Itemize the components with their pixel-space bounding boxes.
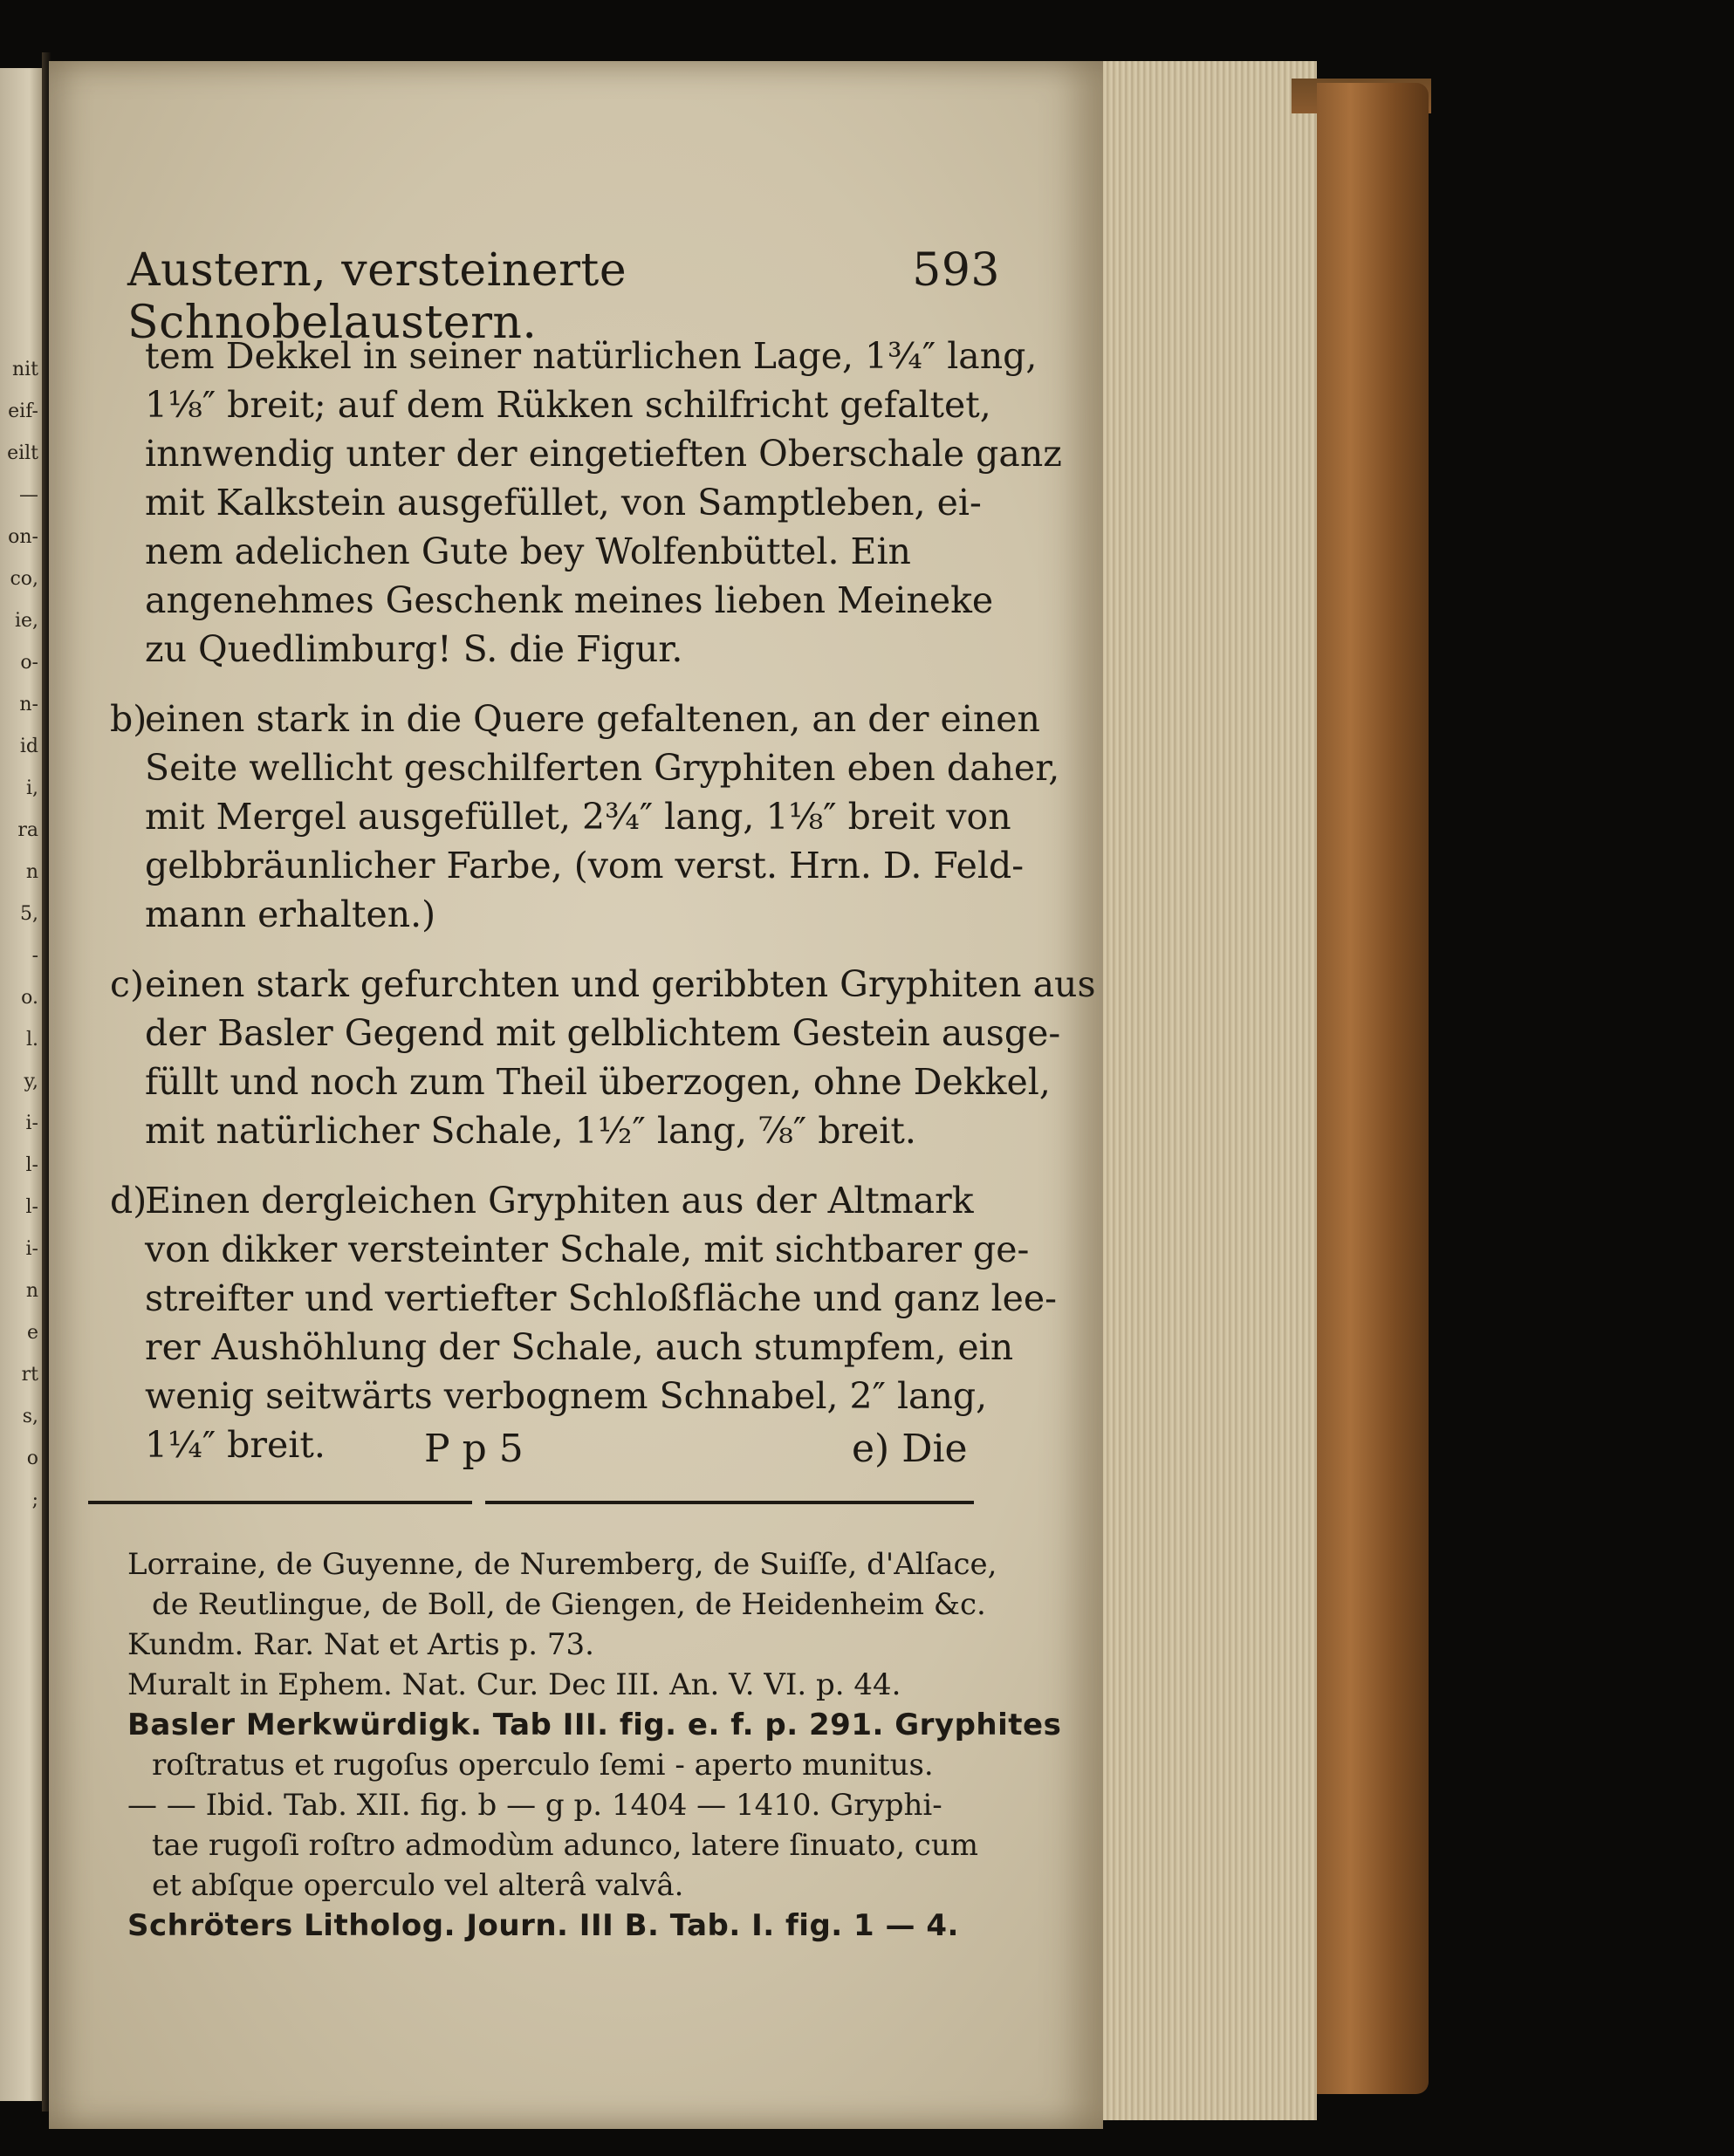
- previous-page-margin-text: [0, 349, 42, 1920]
- footnote-line: roſtratus et rugoſus operculo ſemi - aperto munitus.: [152, 1748, 934, 1783]
- margin-fragment: y,: [24, 1071, 38, 1092]
- entry-d: [110, 1176, 1057, 1469]
- footnote-line: Basler Merkwürdigk. Tab III. fig. e. f. p. 291. Gryphites: [127, 1708, 1062, 1742]
- margin-fragment: ra: [17, 819, 38, 841]
- entry-line: mann erhalten.): [145, 893, 436, 935]
- entry-marker: c): [110, 963, 144, 1005]
- leather-cover: [1317, 83, 1429, 2094]
- margin-fragment: on-: [8, 526, 38, 548]
- footnote-rule-left: [88, 1501, 472, 1504]
- margin-fragment: ;: [31, 1489, 38, 1511]
- entry-line: mit Mergel ausgefüllet, 2¾″ lang, 1⅛″ breit von: [145, 796, 1011, 838]
- entry-line: wenig seitwärts verbognem Schnabel, 2″ lang,: [145, 1375, 988, 1417]
- entry-line: streifter und vertiefter Schloßfläche und ganz lee-: [145, 1277, 1057, 1319]
- footnote-line: Muralt in Ephem. Nat. Cur. Dec III. An. V. VI. p. 44.: [127, 1667, 901, 1702]
- body-line: innwendig unter der eingetieften Oberschale ganz: [145, 433, 1062, 475]
- body-line: 1⅛″ breit; auf dem Rükken schilfricht gefaltet,: [145, 384, 991, 426]
- margin-fragment: nit: [11, 359, 38, 380]
- page-number: 593: [912, 244, 1000, 297]
- margin-fragment: i-: [25, 1238, 38, 1260]
- page-text: [49, 61, 1103, 2129]
- body-line: zu Quedlimburg! S. die Figur.: [145, 628, 683, 670]
- footnote-line: Schröters Litholog. Journ. III B. Tab. I. fig. 1 — 4.: [127, 1908, 959, 1943]
- entry-line: [110, 695, 1040, 743]
- entry-line: 1¼″ breit.: [145, 1424, 326, 1466]
- entry-line-text: einen stark in die Quere gefaltenen, an der einen: [145, 698, 1040, 740]
- margin-fragment: l-: [25, 1154, 38, 1176]
- margin-fragment: i-: [25, 1112, 38, 1134]
- margin-fragment: ie,: [14, 610, 38, 632]
- margin-fragment: i,: [25, 777, 38, 799]
- margin-fragment: s,: [22, 1406, 38, 1427]
- margin-fragment: id: [19, 736, 38, 757]
- catchword: e) Die: [852, 1427, 968, 1471]
- footnote-line: tae rugoſi roſtro admodùm adunco, latere ſinuato, cum: [152, 1828, 978, 1863]
- entry-line: füllt und noch zum Theil überzogen, ohne Dekkel,: [145, 1061, 1051, 1103]
- entry-b: [110, 695, 1060, 939]
- entry-marker: d): [110, 1180, 147, 1222]
- entries-list: [110, 695, 1096, 1469]
- footnote-line: de Reutlingue, de Boll, de Giengen, de Heidenheim &c.: [152, 1587, 986, 1622]
- entry-line: gelbbräunlicher Farbe, (vom verst. Hrn. D. Feld-: [145, 845, 1025, 886]
- entry-line: [110, 960, 1096, 1009]
- entry-c: [110, 960, 1096, 1155]
- body-line: tem Dekkel in seiner natürlichen Lage, 1¾″ lang,: [145, 335, 1038, 377]
- page-edges: [1103, 61, 1317, 2120]
- entry-line: [110, 1176, 1000, 1225]
- entry-line: von dikker versteinter Schale, mit sichtbarer ge-: [145, 1229, 1030, 1270]
- body-line: nem adelichen Gute bey Wolfenbüttel. Ein: [145, 530, 911, 572]
- margin-fragment: l-: [25, 1196, 38, 1218]
- book-page: [49, 61, 1103, 2129]
- running-head-title: Austern, versteinerte Schnobelaustern.: [127, 244, 627, 349]
- footnote-line: Lorraine, de Guyenne, de Nuremberg, de Suiſſe, d'Alſace,: [127, 1547, 997, 1582]
- footnote-line: et abſque operculo vel alterâ valvâ.: [152, 1868, 684, 1903]
- margin-fragment: 5,: [20, 903, 38, 925]
- margin-fragment: eilt: [7, 442, 38, 464]
- margin-fragment: o: [26, 1448, 38, 1469]
- signature-mark: P p 5: [424, 1427, 524, 1471]
- footnote-line: Kundm. Rar. Nat et Artis p. 73.: [127, 1627, 594, 1662]
- entry-line: rer Aushöhlung der Schale, auch stumpfem, ein: [145, 1326, 1014, 1368]
- entry-a-continuation: [110, 332, 1062, 674]
- footnotes: [127, 1544, 1062, 1946]
- margin-fragment: —: [19, 484, 38, 506]
- footnote-rule-right: [485, 1501, 974, 1504]
- margin-fragment: n: [25, 1280, 38, 1302]
- entry-line-text: Einen dergleichen Gryphiten aus der Altmark: [145, 1180, 974, 1222]
- body-line: mit Kalkstein ausgefüllet, von Samptleben, ei-: [145, 482, 982, 524]
- margin-fragment: -: [31, 945, 38, 967]
- margin-fragment: e: [26, 1322, 38, 1344]
- body-text: [110, 332, 1096, 1490]
- margin-fragment: n-: [19, 694, 38, 715]
- entry-line: Seite wellicht geschilferten Gryphiten eben daher,: [145, 747, 1060, 789]
- entry-line: der Basler Gegend mit gelblichtem Gestein ausge-: [145, 1012, 1061, 1054]
- margin-fragment: o-: [20, 652, 38, 674]
- entry-marker: b): [110, 698, 147, 740]
- footnote-line: — — Ibid. Tab. XII. fig. b — g p. 1404 — 1410. Gryphi-: [127, 1788, 942, 1823]
- margin-fragment: eif-: [8, 400, 38, 422]
- margin-fragment: l.: [25, 1029, 38, 1051]
- entry-line: mit natürlicher Schale, 1½″ lang, ⅞″ breit.: [145, 1110, 916, 1152]
- margin-fragment: rt: [21, 1364, 38, 1386]
- margin-fragment: n: [25, 861, 38, 883]
- entry-line-text: einen stark gefurchten und geribbten Gryphiten aus: [145, 963, 1096, 1005]
- margin-fragment: o.: [21, 987, 38, 1009]
- body-line: angenehmes Geschenk meines lieben Meineke: [145, 579, 994, 621]
- margin-fragment: co,: [10, 568, 38, 590]
